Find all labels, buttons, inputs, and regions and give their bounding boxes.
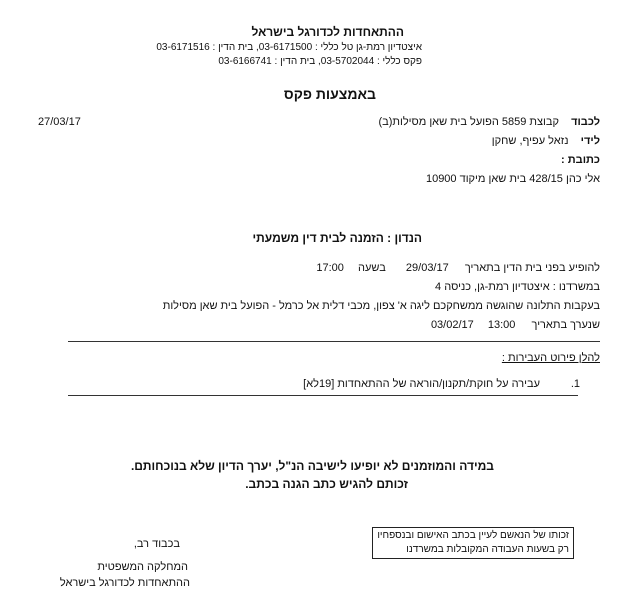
document-title: באמצעות פקס	[283, 86, 376, 102]
appear-text: להופיע בפני בית הדין בתאריך	[464, 262, 600, 274]
contact-phones: איצטדיון רמת-גן טל כללי : 03-6171500, בית הדין : 03-6171516	[156, 42, 422, 53]
recipient-row	[378, 116, 600, 128]
signature-regards: בכבוד רב,	[133, 538, 180, 550]
signature-org: ההתאחדות לכדורגל בישראל	[59, 577, 190, 589]
offense-underline	[68, 395, 578, 396]
subject-line: הנדון : הזמנה לבית דין משמעתי	[252, 231, 422, 245]
divider	[68, 341, 600, 342]
document-date: 27/03/17	[38, 116, 81, 128]
offense-heading: להלן פירוט העבירות :	[501, 352, 600, 364]
organization-name: ההתאחדות לכדורגל בישראל	[251, 25, 404, 39]
hearing-time-label: בשעה	[358, 262, 386, 274]
recipient-value: קבוצת 5859 הפועל בית שאן מסילות(ב)	[378, 116, 559, 128]
attention-row	[492, 135, 600, 147]
hearing-time: 17:00	[316, 262, 344, 274]
recipient-label: לכבוד	[571, 116, 600, 128]
contact-fax: פקס כללי : 03-5702044, בית הדין : 03-6166741	[218, 56, 422, 67]
warning-line-1: במידה והמוזמנים לא יופיעו לישיבה הנ"ל, יערך הדיון שלא בנוכחותם.	[130, 459, 494, 473]
played-date: 03/02/17	[430, 319, 474, 331]
offense-item-num: 1.	[570, 378, 580, 390]
hearing-date: 29/03/17	[405, 262, 449, 274]
attention-label: לידי	[580, 135, 600, 147]
hearing-row	[316, 262, 600, 274]
notice-line-1: זכותו של הנאשם לעיין בכתב האישום ובנספחיו	[377, 530, 569, 541]
notice-box	[372, 527, 574, 559]
address-label: כתובת :	[561, 154, 600, 166]
signature-dept: המחלקה המשפטית	[97, 561, 188, 573]
played-label: שנערך בתאריך	[531, 319, 600, 331]
complaint-line: בעקבות התלונה שהוגשה ממשחקכם ליגה א' צפון, מכבי דלית אל כרמל - הפועל בית שאן מסילות	[162, 300, 600, 312]
notice-line-2: רק בשעות העבודה המקובלות במשרדנו	[406, 544, 569, 555]
warning-line-2: זכותם להגיש כתב הגנה בכתב.	[245, 477, 408, 491]
address-value: אלי כהן 428/15 בית שאן מיקוד 10900	[425, 173, 600, 185]
attention-value: נזאל עפיף, שחקן	[491, 135, 569, 147]
hearing-location: במשרדנו : איצטדיון רמת-גן, כניסה 4	[435, 281, 600, 293]
played-time: 13:00	[487, 319, 516, 331]
offense-item-text: עבירה על חוקת/תקנון/הוראה של ההתאחדות [19לא]	[303, 378, 540, 390]
played-row	[431, 319, 600, 331]
